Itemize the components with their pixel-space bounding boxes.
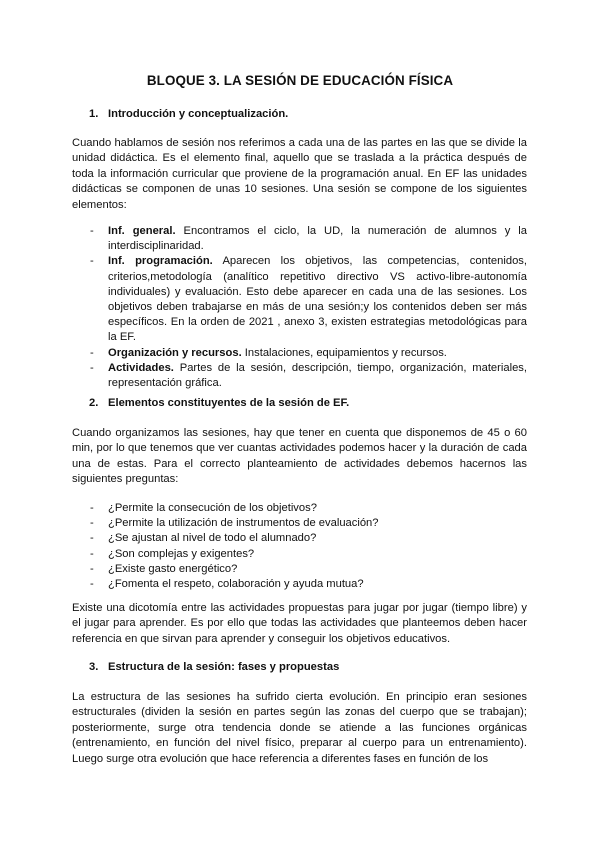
bullet-term: Organización y recursos. xyxy=(108,346,242,359)
list-item xyxy=(72,361,527,391)
list-item: - ¿Permite la consecución de los objetivos? xyxy=(72,501,527,516)
section-1-bullet-list xyxy=(72,224,527,391)
document-title: BLOQUE 3. LA SESIÓN DE EDUCACIÓN FÍSICA xyxy=(146,73,454,88)
list-item: - ¿Existe gasto energético? xyxy=(72,562,527,577)
bullet-term: Inf. programación. xyxy=(108,255,213,268)
section-heading-text: Estructura de la sesión: fases y propuestas xyxy=(108,661,340,673)
bullet-text: Encontramos el ciclo, la UD, la numeración de alumnos y la interdisciplinaridad. xyxy=(108,225,528,253)
bullet-text: Instalaciones, equipamientos y recursos. xyxy=(241,346,447,359)
section-2-paragraph: Cuando organizamos las sesiones, hay que tener en cuenta que disponemos de 45 o 60 min, por lo que tenemos que ver cuantas actividades podemos hacer y la duración de cada una de estas. Para el correcto planteamiento de actividades debemos hacernos las siguientes preguntas: xyxy=(72,427,527,486)
section-1-paragraph: Cuando hablamos de sesión nos referimos a cada una de las partes en las que se divide la unidad didáctica. Es el elemento final, aquello que se traslada a la práctica después de toda la información curricular que proviene de la programación anual. En EF las unidades didácticas se componen de unas 10 sesiones. Una sesión se compone de los siguientes elementos: xyxy=(72,137,527,211)
list-item xyxy=(72,346,527,361)
section-2-question-list xyxy=(72,501,527,592)
bullet-text: Partes de la sesión, descripción, tiempo, organización, materiales, representación gráfica. xyxy=(108,361,527,390)
section-1-heading xyxy=(89,108,288,120)
section-number: 3. xyxy=(89,661,99,673)
bullet-text: Aparecen los objetivos, las competencias, contenidos, criterios,metodología (analítico repetitivo directivo VS activo-libre-autonomía individuales) y evaluación. Esto debe aparecer en cada una de las sesiones. Los objetivos deben trabajarse en más de una sesión;y los contenidos deben ser más específicos. En la orden de 2021 , anexo 3, existen estrategias metodológicas para la EF. xyxy=(108,255,527,344)
section-3-heading xyxy=(89,661,339,673)
list-item: - ¿Permite la utilización de instrumentos de evaluación? xyxy=(72,516,527,531)
section-number: 1. xyxy=(89,108,99,120)
section-2-heading xyxy=(89,397,349,409)
section-2-closing-paragraph: Existe una dicotomía entre las actividades propuestas para jugar por jugar (tiempo libre) y el jugar para aprender. Es por ello que todas las actividades que planteemos deben hacer referencia en que sirvan para aprender y conseguir los objetivos educativos. xyxy=(72,602,527,645)
list-item: - ¿Fomenta el respeto, colaboración y ayuda mutua? xyxy=(72,577,527,592)
bullet-term: Actividades. xyxy=(108,361,174,374)
bullet-term: Inf. general. xyxy=(108,225,176,237)
section-heading-text: Elementos constituyentes de la sesión de EF. xyxy=(108,397,350,409)
list-item: - ¿Son complejas y exigentes? xyxy=(72,547,527,562)
section-number: 2. xyxy=(89,397,99,409)
list-item xyxy=(72,254,527,345)
section-heading-text: Introducción y conceptualización. xyxy=(108,108,289,120)
section-3-paragraph: La estructura de las sesiones ha sufrido cierta evolución. En principio eran sesiones estructurales (dividen la sesión en partes según las zonas del cuerpo que se trabajan); posteriormente, surge otra tendencia donde se atiende a las funciones orgánicas (entrenamiento, en función del nivel físico, preparar al cuerpo para un entrenamiento). Luego surge otra evolución que hace referencia a diferentes fases en función de los xyxy=(72,691,527,765)
list-item xyxy=(72,224,527,254)
list-item: - ¿Se ajustan al nivel de todo el alumnado? xyxy=(72,531,527,546)
